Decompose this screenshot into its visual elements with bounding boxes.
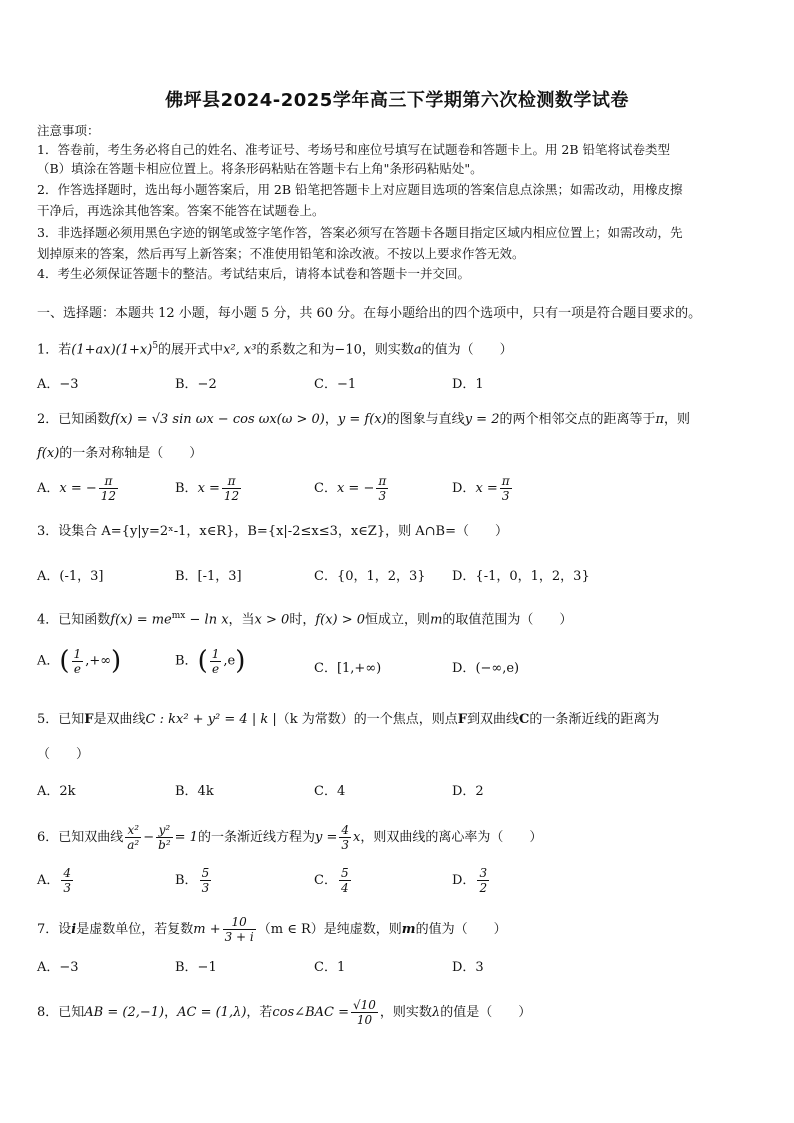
q4-option-d-text: (−∞,e)	[475, 661, 520, 676]
q2-option-b-fraction	[222, 474, 241, 503]
notice-line-2: （B）填涂在答题卡相应位置上。将条形码粘贴在答题卡右上角"条形码粘贴处"。	[37, 161, 483, 176]
q1-variable: a	[413, 342, 422, 358]
fraction-numerator: 5	[201, 866, 210, 880]
q5-option-a[interactable]: A．2k	[37, 784, 76, 799]
q4-function-2: − ln x	[185, 612, 229, 628]
q8-fraction	[351, 998, 378, 1027]
q8-prefix: 8．已知	[37, 1005, 85, 1020]
q3-option-d[interactable]: D．{-1，0，1，2，3}	[452, 569, 590, 584]
question-2	[37, 410, 757, 430]
q7-text: 是虚数单位，若复数	[76, 922, 194, 937]
q2-graph: y = f(x)	[337, 412, 387, 427]
q8-text-2: ，则实数	[379, 1005, 432, 1020]
q4-option-c[interactable]	[314, 657, 381, 676]
q7-options	[37, 956, 757, 978]
question-1	[37, 336, 757, 360]
fraction-numerator: 10	[223, 915, 256, 930]
q6-option-a-label: A．	[37, 873, 60, 888]
q1-exponent: 5	[152, 341, 159, 351]
fraction-denominator: a²	[127, 838, 140, 852]
q7-end: 的值为（ ）	[415, 922, 507, 937]
fraction-denominator: 3 + i	[224, 930, 254, 944]
q8-cos: cos∠BAC =	[272, 1005, 349, 1020]
q1-text: 的展开式中	[158, 342, 224, 358]
q3-option-b[interactable]: B．[-1，3]	[175, 569, 242, 584]
q5-text: 是双曲线	[93, 712, 146, 727]
q2-function: f(x) = √3 sin ωx − cos ωx(ω > 0)	[110, 412, 325, 427]
q3-options	[37, 565, 757, 587]
fraction-numerator: π	[99, 474, 118, 489]
fraction-numerator: 4	[341, 823, 349, 837]
q4-option-c-label: C．	[314, 661, 337, 676]
q4-condition: x > 0	[254, 612, 290, 628]
exam-title: 佛坪县2024-2025学年高三下学期第六次检测数学试卷	[165, 90, 629, 111]
fraction-denominator: 2	[479, 881, 488, 895]
q8-vector-ab: AB = (2,−1)	[84, 1005, 165, 1020]
q2-end: ，则	[664, 412, 691, 427]
q5-option-d[interactable]: D．2	[452, 784, 484, 799]
q4-option-a-tail: ,+∞	[85, 653, 112, 669]
q7-m-2: m	[401, 922, 416, 937]
q6-option-a[interactable]	[37, 866, 75, 895]
fraction-numerator: 5	[340, 866, 349, 880]
q2-text-2: 的两个相邻交点的距离等于	[499, 412, 656, 427]
q1-terms: x², x³	[223, 342, 257, 358]
q2-fx: f(x)	[37, 446, 60, 461]
q6-text: 的一条渐近线方程为	[197, 830, 315, 845]
fraction-numerator: 1	[73, 646, 82, 661]
q1-option-d[interactable]: D．1	[452, 377, 484, 392]
q3-option-a[interactable]: A．(-1，3]	[37, 569, 104, 584]
q4-option-d[interactable]	[452, 657, 519, 676]
q5-point-f: F	[84, 712, 94, 727]
notice-line-1: 1．答卷前，考生务必将自己的姓名、准考证号、考场号和座位号填写在试题卷和答题卡上。用 2B 铅笔将试卷类型	[37, 142, 671, 157]
q7-option-b[interactable]: B．−1	[175, 960, 217, 975]
question-5-line-2: （ ）	[37, 747, 90, 762]
q2-option-b[interactable]	[175, 474, 243, 503]
q1-option-a[interactable]: A．−3	[37, 377, 79, 392]
q6-options	[37, 866, 757, 906]
paren-left: (	[197, 646, 208, 676]
fraction-denominator: 3	[378, 489, 387, 503]
q4-end: 的取值范围为（ ）	[442, 612, 573, 628]
q2-option-c[interactable]	[314, 474, 390, 503]
q2-option-a-label: A．	[37, 481, 60, 496]
q7-m: m +	[193, 922, 221, 937]
q2-options	[37, 474, 757, 514]
q8-end: 的值是（ ）	[440, 1005, 532, 1020]
q6-fraction-3	[339, 823, 351, 852]
fraction-denominator: 12	[223, 489, 240, 503]
q4-options	[37, 646, 757, 690]
q2-sep: ，	[324, 412, 338, 427]
fraction-numerator: y²	[156, 823, 173, 838]
q1-prefix: 1．若	[37, 342, 72, 358]
fraction-denominator: 3	[63, 881, 72, 895]
question-5	[37, 710, 757, 730]
paren-right: )	[235, 646, 246, 676]
q6-option-d-fraction	[477, 866, 489, 895]
q2-option-a-fraction	[99, 474, 118, 503]
q6-option-b[interactable]	[175, 866, 213, 895]
q4-prefix: 4．已知函数	[37, 612, 111, 628]
fraction-denominator: b²	[158, 838, 171, 852]
q5-options	[37, 780, 757, 802]
question-3: 3．设集合 A={y|y=2ˣ-1，x∈R}，B={x|-2≤x≤3，x∈Z}，则 A∩B=（ ）	[37, 524, 508, 539]
q6-equals: = 1	[174, 830, 198, 845]
q5-end: 的一条渐近线的距离为	[529, 712, 660, 727]
fraction-denominator: 3	[501, 489, 510, 503]
section-heading: 一、选择题：本题共 12 小题，每小题 5 分，共 60 分。在每小题给出的四个选项中，只有一项是符合题目要求的。	[37, 306, 702, 321]
q8-vector-ac: AC = (1,λ)	[177, 1005, 247, 1020]
q5-note: （k 为常数）的一个焦点，则点	[276, 712, 458, 727]
q6-fraction-1	[125, 823, 141, 852]
fraction-denominator: 10	[356, 1013, 373, 1027]
fraction-numerator: 1	[211, 646, 220, 661]
notice-line-3: 2．作答选择题时，选出每小题答案后，用 2B 铅笔把答题卡上对应题目选项的答案信息点涂黑；如需改动，用橡皮擦	[37, 182, 683, 197]
q7-fraction	[223, 915, 256, 944]
q6-prefix: 6．已知双曲线	[37, 830, 124, 845]
q8-lambda: λ	[431, 1005, 441, 1020]
q7-condition: （m ∈ R）	[257, 922, 324, 937]
q2-option-b-lhs: x =	[197, 481, 220, 496]
q7-text-2: 是纯虚数，则	[323, 922, 402, 937]
q6-fraction-2	[156, 823, 173, 852]
q6-option-a-fraction	[61, 866, 73, 895]
fraction-denominator: e	[211, 661, 220, 676]
q5-prefix: 5．已知	[37, 712, 85, 727]
q6-option-b-fraction	[200, 866, 212, 895]
question-8	[37, 993, 757, 1033]
q6-option-c-label: C．	[314, 873, 337, 888]
q4-option-b-label: B．	[175, 653, 198, 669]
q5-curve: C : kx² + y² = 4 | k |	[145, 712, 277, 727]
notice-line-4: 干净后，再选涂其他答案。答案不能答在试题卷上。	[37, 203, 325, 218]
q6-lhs: y =	[314, 830, 338, 845]
q2-text: 的图象与直线	[386, 412, 465, 427]
q5-option-c[interactable]: C．4	[314, 784, 346, 799]
q8-text: ，若	[246, 1005, 273, 1020]
fraction-numerator: π	[222, 474, 241, 489]
q2-option-d[interactable]	[452, 474, 514, 503]
q4-text-2: 时，	[289, 612, 316, 628]
fraction-numerator: x²	[125, 823, 141, 838]
fraction-denominator: e	[73, 661, 81, 676]
q4-option-a[interactable]	[37, 646, 121, 676]
q7-i: i	[71, 922, 77, 937]
fraction-numerator: 3	[479, 866, 488, 880]
q1-expression: (1+ax)(1+x)	[71, 342, 153, 358]
q4-condition-2: f(x) > 0	[315, 612, 366, 628]
q4-exponent: mx	[171, 611, 186, 621]
q4-variable: m	[430, 612, 443, 628]
fraction-numerator: √10	[353, 998, 376, 1012]
q2-option-c-label: C．	[314, 481, 337, 496]
question-2-line-2	[37, 444, 757, 464]
q4-option-c-text: [1,+∞)	[336, 661, 382, 676]
q5-option-b[interactable]: B．4k	[175, 784, 214, 799]
q6-option-c-fraction	[339, 866, 351, 895]
fraction-denominator: 3	[201, 881, 210, 895]
fraction-denominator: 3	[341, 838, 349, 852]
fraction-numerator: π	[501, 474, 510, 488]
q3-option-c[interactable]: C．{0，1，2，3}	[314, 569, 426, 584]
q2-option-c-fraction	[376, 474, 388, 503]
q1-end: 的值为（ ）	[421, 342, 513, 358]
q4-text: ，当	[228, 612, 255, 628]
q7-option-a[interactable]: A．−3	[37, 960, 79, 975]
q4-option-d-label: D．	[452, 661, 476, 676]
q4-text-3: 恒成立，则	[365, 612, 431, 628]
q2-option-c-lhs: x = −	[336, 481, 375, 496]
q2-pi: π	[655, 412, 665, 427]
q4-option-a-fraction	[72, 647, 84, 676]
notice-heading: 注意事项：	[37, 123, 100, 138]
q6-end: ，则双曲线的离心率为（ ）	[360, 830, 543, 845]
fraction-numerator: 4	[63, 866, 72, 880]
question-7	[37, 910, 757, 950]
q6-option-d[interactable]	[452, 866, 491, 895]
q6-option-d-label: D．	[452, 873, 476, 888]
q6-minus: −	[143, 830, 155, 845]
q5-point-f-2: F	[457, 712, 467, 727]
q1-option-b[interactable]: B．−2	[175, 377, 217, 392]
q5-curve-c: C	[518, 712, 530, 727]
fraction-denominator: 4	[340, 881, 349, 895]
paren-right: )	[111, 646, 122, 676]
q7-option-c[interactable]: C．1	[314, 960, 346, 975]
q2-line: y = 2	[464, 412, 500, 427]
q2-option-d-label: D．	[452, 481, 476, 496]
q2-option-a-lhs: x = −	[59, 481, 97, 496]
fraction-numerator: π	[378, 474, 387, 488]
q2-option-a[interactable]	[37, 474, 120, 503]
notice-line-5: 3．非选择题必须用黑色字迹的钢笔或签字笔作答，答案必须写在答题卡各题目指定区域内相应位置上；如需改动，先	[37, 225, 683, 240]
q4-option-b-fraction	[210, 647, 222, 676]
q6-option-b-label: B．	[175, 873, 198, 888]
q5-text-2: 到双曲线	[466, 712, 519, 727]
q7-option-d[interactable]: D．3	[452, 960, 484, 975]
q2-line2-text: 的一条对称轴是（ ）	[59, 446, 203, 461]
q4-option-a-label: A．	[37, 653, 60, 669]
q4-option-b[interactable]	[175, 646, 245, 676]
q6-x: x	[352, 830, 361, 845]
q1-option-c[interactable]: C．−1	[314, 377, 357, 392]
q4-function: f(x) = me	[110, 612, 172, 628]
question-4	[37, 606, 757, 630]
q6-option-c[interactable]	[314, 866, 353, 895]
q2-option-b-label: B．	[175, 481, 198, 496]
question-6	[37, 818, 757, 858]
q1-text-2: 的系数之和为−10，则实数	[256, 342, 414, 358]
q1-options	[37, 373, 757, 395]
notice-line-7: 4．考生必须保证答题卡的整洁。考试结束后，请将本试卷和答题卡一并交回。	[37, 266, 470, 281]
q2-option-d-lhs: x =	[475, 481, 498, 496]
q8-comma: ，	[164, 1005, 178, 1020]
paren-left: (	[59, 646, 70, 676]
q2-option-d-fraction	[500, 474, 512, 503]
fraction-denominator: 12	[100, 489, 117, 503]
q4-option-b-tail: ,e	[223, 653, 236, 669]
q2-prefix: 2．已知函数	[37, 412, 111, 427]
notice-line-6: 划掉原来的答案，然后再写上新答案；不准使用铅笔和涂改液。不按以上要求作答无效。	[37, 246, 525, 261]
q7-prefix: 7．设	[37, 922, 72, 937]
